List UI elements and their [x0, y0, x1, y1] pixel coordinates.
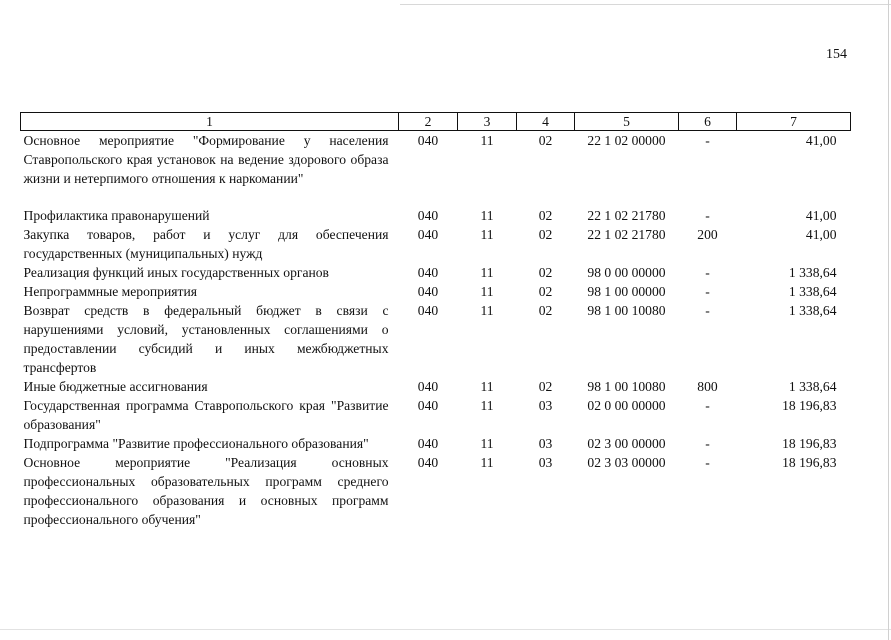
row-expense-type: - — [705, 303, 710, 318]
row-name: Государственная программа Ставропольского края "Развитие образования" — [23, 398, 389, 432]
row-expense-type: 200 — [697, 227, 718, 242]
table-row — [21, 301, 851, 377]
row-target-article: 98 1 00 10080 — [587, 379, 666, 394]
row-section: 11 — [480, 455, 494, 470]
row-code: 040 — [417, 436, 439, 451]
row-amount: 41,00 — [805, 208, 837, 223]
row-section: 11 — [480, 398, 494, 413]
table-header — [21, 113, 851, 131]
row-section: 11 — [480, 227, 494, 242]
header-cell-7: 7 — [737, 113, 851, 131]
spacer-row — [21, 188, 851, 206]
row-target-article: 02 3 03 00000 — [587, 455, 666, 470]
row-expense-type: - — [705, 208, 710, 223]
page-number: 154 — [826, 47, 847, 62]
row-code: 040 — [417, 265, 439, 280]
row-target-article: 02 3 00 00000 — [587, 436, 666, 451]
scan-edge-bottom — [0, 629, 891, 630]
row-expense-type: 800 — [697, 379, 718, 394]
row-expense-type: - — [705, 265, 710, 280]
row-code: 040 — [417, 208, 439, 223]
row-name: Закупка товаров, работ и услуг для обеспечения государственных (муниципальных) нужд — [23, 227, 389, 261]
row-amount: 18 196,83 — [782, 455, 837, 470]
row-subsection: 02 — [538, 227, 553, 242]
row-amount: 1 338,64 — [788, 284, 837, 299]
row-name: Основное мероприятие "Реализация основных профессиональных образовательных программ среднего профессионального образования и основных программ профессионального обучения" — [23, 455, 389, 527]
row-section: 11 — [480, 208, 494, 223]
header-cell-1: 1 — [21, 113, 399, 131]
row-amount: 18 196,83 — [782, 398, 837, 413]
row-name: Подпрограмма "Развитие профессионального образования" — [23, 436, 369, 451]
header-row — [21, 113, 851, 131]
header-cell-6: 6 — [679, 113, 737, 131]
row-target-article: 98 0 00 00000 — [587, 265, 666, 280]
table-row — [21, 377, 851, 396]
row-amount: 18 196,83 — [782, 436, 837, 451]
table-row — [21, 225, 851, 263]
table-row — [21, 263, 851, 282]
table-row — [21, 206, 851, 225]
table-row — [21, 396, 851, 434]
row-code: 040 — [417, 133, 439, 148]
header-cell-2: 2 — [399, 113, 458, 131]
table-row — [21, 131, 851, 189]
header-cell-3: 3 — [458, 113, 517, 131]
row-subsection: 02 — [538, 284, 553, 299]
row-amount: 41,00 — [805, 227, 837, 242]
row-section: 11 — [480, 265, 494, 280]
row-expense-type: - — [705, 436, 710, 451]
row-section: 11 — [480, 303, 494, 318]
table-row — [21, 434, 851, 453]
table-row — [21, 282, 851, 301]
row-section: 11 — [480, 284, 494, 299]
row-target-article: 22 1 02 00000 — [587, 133, 666, 148]
row-code: 040 — [417, 398, 439, 413]
row-subsection: 03 — [538, 436, 553, 451]
row-code: 040 — [417, 379, 439, 394]
budget-table — [20, 112, 851, 529]
row-amount: 1 338,64 — [788, 303, 837, 318]
row-expense-type: - — [705, 455, 710, 470]
row-target-article: 22 1 02 21780 — [587, 227, 666, 242]
row-code: 040 — [417, 455, 439, 470]
row-amount: 41,00 — [805, 133, 837, 148]
row-section: 11 — [480, 133, 494, 148]
row-code: 040 — [417, 227, 439, 242]
row-name: Основное мероприятие "Формирование у населения Ставропольского края установок на ведение здорового образа жизни и нетерпимого отношения к наркомании" — [23, 133, 389, 186]
row-expense-type: - — [705, 133, 710, 148]
row-name: Профилактика правонарушений — [23, 208, 210, 223]
row-name: Непрограммные мероприятия — [23, 284, 197, 299]
row-name: Иные бюджетные ассигнования — [23, 379, 208, 394]
row-amount: 1 338,64 — [788, 379, 837, 394]
row-section: 11 — [480, 436, 494, 451]
row-target-article: 98 1 00 00000 — [587, 284, 666, 299]
row-target-article: 98 1 00 10080 — [587, 303, 666, 318]
row-subsection: 02 — [538, 133, 553, 148]
row-target-article: 22 1 02 21780 — [587, 208, 666, 223]
scan-edge-right — [888, 0, 889, 640]
row-amount: 1 338,64 — [788, 265, 837, 280]
row-name: Реализация функций иных государственных органов — [23, 265, 329, 280]
row-subsection: 03 — [538, 455, 553, 470]
row-subsection: 02 — [538, 265, 553, 280]
row-expense-type: - — [705, 398, 710, 413]
row-name: Возврат средств в федеральный бюджет в связи с нарушениями условий, установленных соглашениями о предоставлении субсидий и иных межбюджетных трансфертов — [23, 303, 389, 375]
header-cell-5: 5 — [575, 113, 679, 131]
scan-edge-top — [400, 4, 891, 5]
row-subsection: 03 — [538, 398, 553, 413]
table-row — [21, 453, 851, 529]
row-code: 040 — [417, 284, 439, 299]
row-section: 11 — [480, 379, 494, 394]
row-expense-type: - — [705, 284, 710, 299]
row-target-article: 02 0 00 00000 — [587, 398, 666, 413]
row-subsection: 02 — [538, 303, 553, 318]
row-subsection: 02 — [538, 208, 553, 223]
row-code: 040 — [417, 303, 439, 318]
header-cell-4: 4 — [517, 113, 575, 131]
row-subsection: 02 — [538, 379, 553, 394]
table-body — [21, 131, 851, 530]
